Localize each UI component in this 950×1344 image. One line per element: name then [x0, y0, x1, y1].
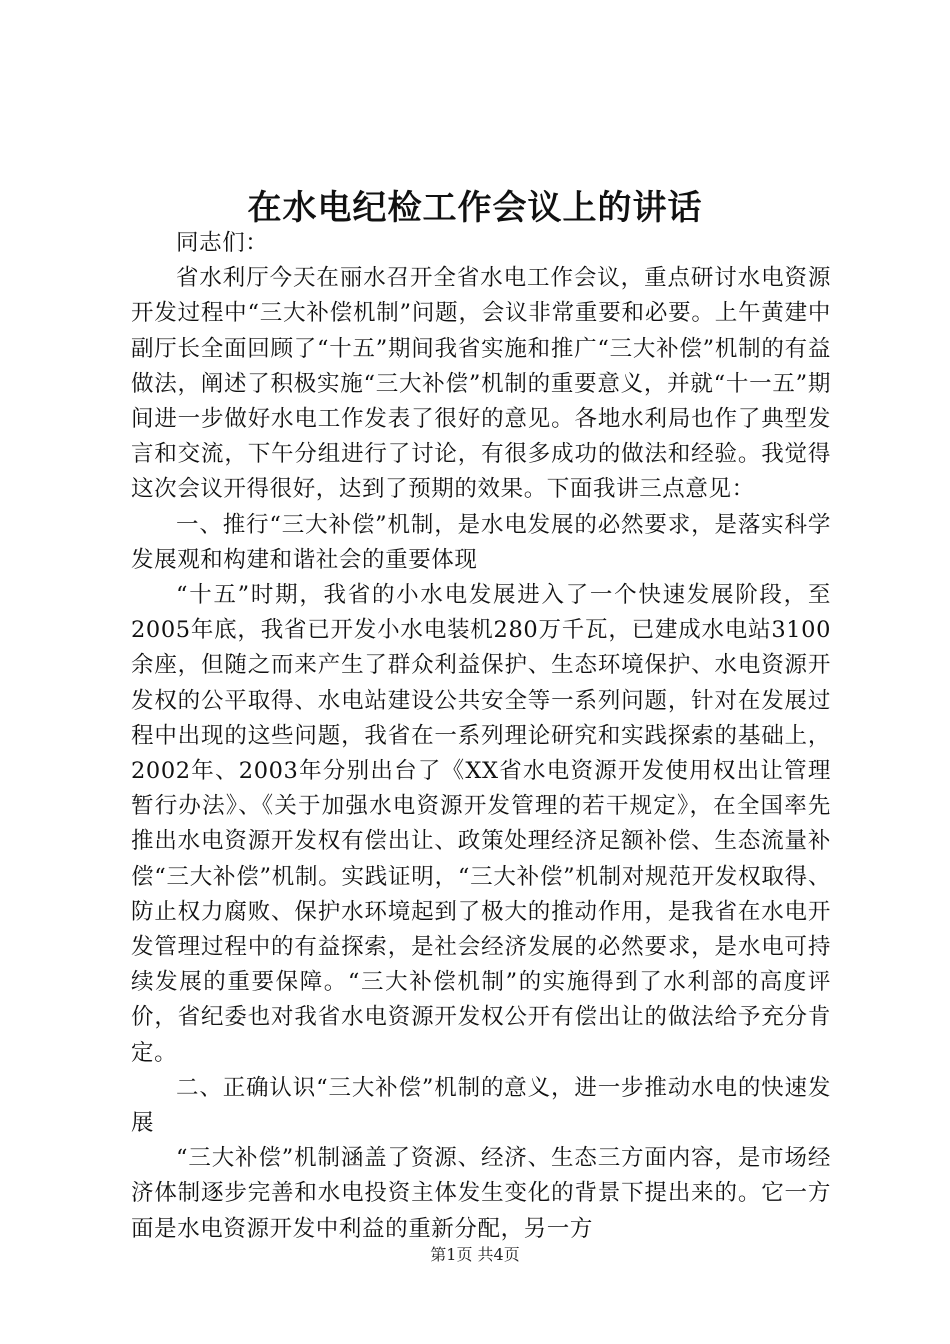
- body-paragraph: 省水利厅今天在丽水召开全省水电工作会议，重点研讨水电资源开发过程中“三大补偿机制”问题，会议非常重要和必要。上午黄建中副厅长全面回顾了“十五”期间我省实施和推广“三大补偿”机制的有益做法，阐述了积极实施“三大补偿”机制的重要意义，并就“十一五”期间进一步做好水电工作发表了很好的意见。各地水利局也作了典型发言和交流，下午分组进行了讨论，有很多成功的做法和经验。我觉得这次会议开得很好，达到了预期的效果。下面我讲三点意见：: [131, 265, 831, 503]
- page-number-footer: 第1页 共4页: [430, 1245, 520, 1264]
- document-title: 在水电纪检工作会议上的讲话: [247, 188, 703, 228]
- body-paragraph: “三大补偿”机制涵盖了资源、经济、生态三方面内容，是市场经济体制逐步完善和水电投资主体发生变化的背景下提出来的。它一方面是水电资源开发中利益的重新分配，另一方: [131, 1145, 831, 1242]
- section-heading-2: 二、正确认识“三大补偿”机制的意义，进一步推动水电的快速发展: [131, 1074, 831, 1137]
- body-paragraph: “十五”时期，我省的小水电发展进入了一个快速发展阶段，至2005年底，我省已开发小水电装机280万千瓦，已建成水电站3100余座，但随之而来产生了群众利益保护、生态环境保护、水电资源开发权的公平取得、水电站建设公共安全等一系列问题，针对在发展过程中出现的这些问题，我省在一系列理论研究和实践探索的基础上，2002年、2003年分别出台了《XX省水电资源开发使用权出让管理暂行办法》、《关于加强水电资源开发管理的若干规定》，在全国率先推出水电资源开发权有偿出让、政策处理经济足额补偿、生态流量补偿“三大补偿”机制。实践证明，“三大补偿”机制对规范开发权取得、防止权力腐败、保护水环境起到了极大的推动作用，是我省在水电开发管理过程中的有益探索，是社会经济发展的必然要求，是水电可持续发展的重要保障。“三大补偿机制”的实施得到了水利部的高度评价，省纪委也对我省水电资源开发权公开有偿出让的做法给予充分肯定。: [131, 582, 831, 1066]
- section-heading-1: 一、推行“三大补偿”机制，是水电发展的必然要求，是落实科学发展观和构建和谐社会的重要体现: [131, 511, 831, 573]
- document-body: [131, 226, 831, 1247]
- salutation-paragraph: 同志们：: [176, 230, 269, 256]
